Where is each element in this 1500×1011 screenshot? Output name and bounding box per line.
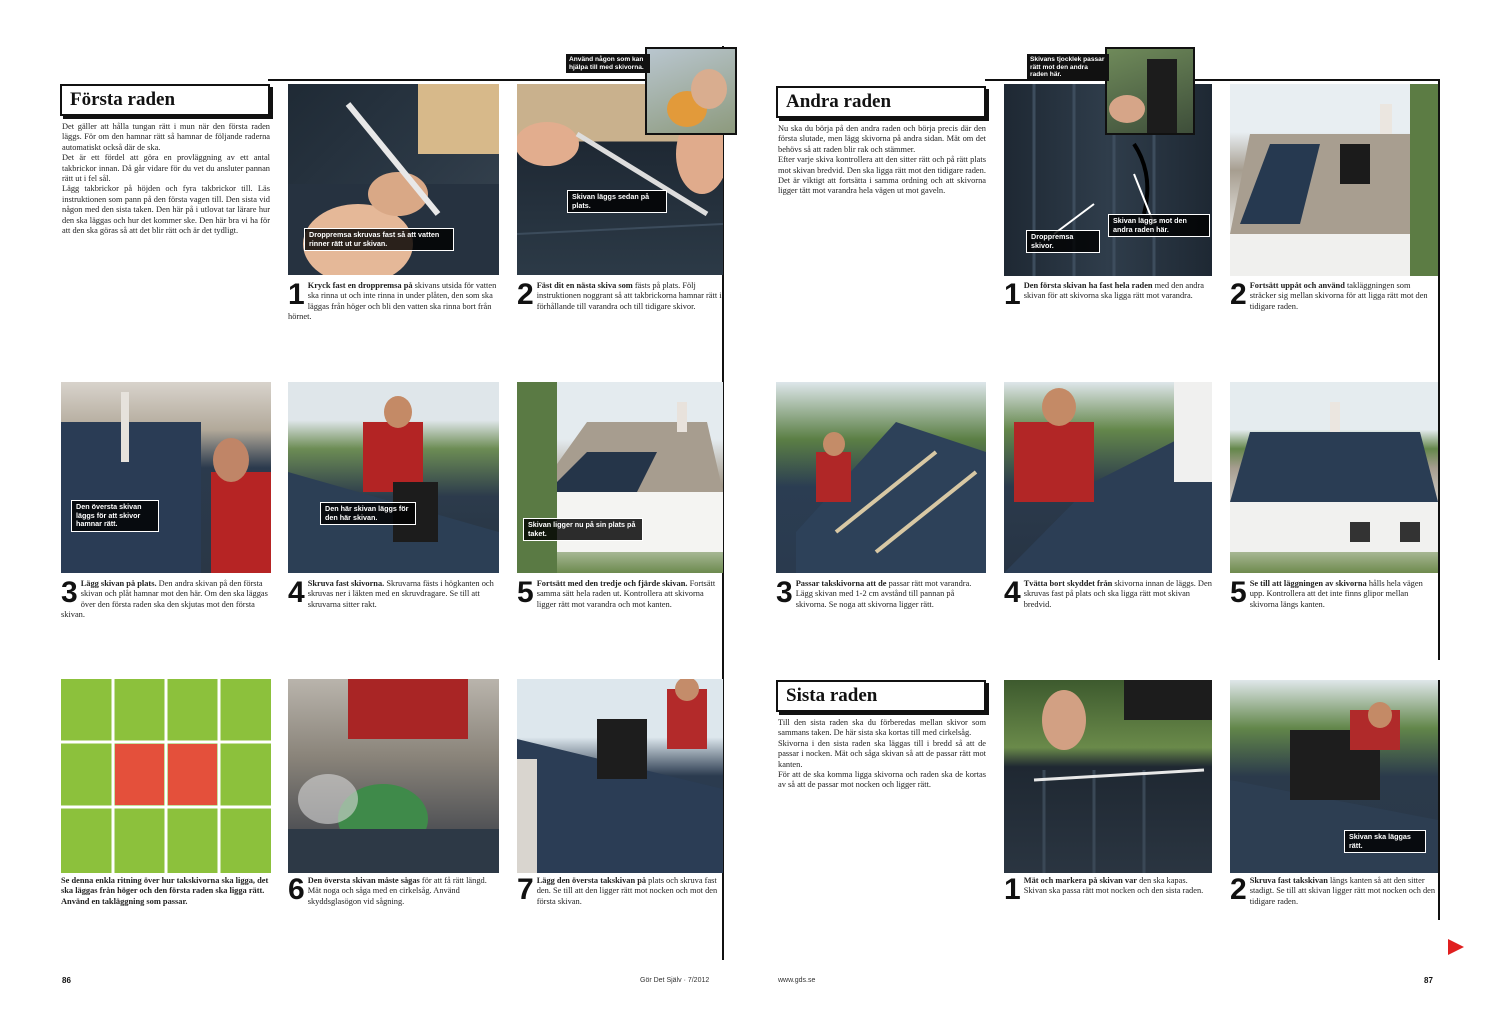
photo-worker-sheet [61, 382, 271, 573]
right-step-5: 5 Se till att läggningen av skivorna hålls hela vägen upp. Kontrollera att det inte finns glipor mellan skivorna längs kanten. [1230, 579, 1423, 609]
left-page-number: 86 [62, 976, 71, 985]
right-section-header-sista: Sista raden [776, 680, 986, 712]
right-step-1: 1 Den första skivan ha fast hela raden med den andra skivan för att skivorna ska ligga rätt mot varandra. [1004, 281, 1204, 311]
photo-house-solar [1230, 84, 1438, 276]
caption-sheet-second-row: Skivan läggs mot den andra raden här. [1108, 214, 1210, 237]
caption-final-sheet: Skivan ska läggas rätt. [1344, 830, 1426, 853]
caption-worker-screwing: Den här skivan läggs för den här skivan. [320, 502, 416, 525]
inset-thickness-caption: Skivans tjocklek passar rätt mot den andra raden här. [1027, 54, 1109, 81]
left-step-5: 5 Fortsätt med den tredje och fjärde skivan. Fortsätt samma sätt hela raden ut. Kontrollera att skivorna ligger rätt mot varandra och mot kanten. [517, 579, 716, 609]
photo-final-sheet [1230, 680, 1438, 873]
left-step-4: 4 Skruva fast skivorna. Skruvarna fästs i högkanten och skruvas ner i läkten med en skruvdragare. Se till att skruvarna sitter rakt. [288, 579, 494, 609]
left-intro-text: Det gäller att hålla tungan rätt i mun när den första raden läggs. För om den hamnar rätt så hamnar de följande raderna automatiskt också där de ska. Det är ett fördel att göra en provläggning av ett antal takbrickor innan. Då går vidare för du vet du ansluter pannan rätt ut i fel sål. Lägg takbrickor på höjden och fyra takbrickor till. Läs instruktionen som pann på den första vagen till. Den sista vid någon med den sista taken. Den här på i utlovat tar lärare hur den ska läggas och hur det kommer ske. Den här bra vi ha för att den ska göras så att det blir rätt och är det tydligt. [62, 122, 270, 236]
inset-sheet-thickness [1105, 47, 1195, 135]
right-page-number: 87 [1424, 976, 1433, 985]
left-step-6: 6 Den översta skivan måste sågas för att få rätt längd. Mät noga och såga med en cirkelsåg. Använd skyddsglasögon vid sågning. [288, 876, 487, 906]
photo-drip-strip [288, 84, 499, 275]
photo-measure-mark [1004, 680, 1212, 873]
left-step-3: 3 Lägg skivan på plats. Den andra skivan på den första skivan och plåt hamnar mot den här. Om den ska läggas över den första raden ska den skjutas mot den första skivan. [61, 579, 268, 620]
right-section-header-andra: Andra raden [776, 86, 986, 118]
right-footer: www.gds.se [778, 977, 816, 984]
photo-worker-cleaning [1004, 382, 1212, 573]
tile-layout-diagram [61, 679, 271, 873]
inset-helper-photo [645, 47, 737, 135]
right-step-2: 2 Fortsätt uppåt och använd takläggningen som sträcker sig mellan skivorna för att ligga rätt mot den tidigare raden. [1230, 281, 1428, 311]
right-step-sista-1: 1 Mät och markera på skivan var den ska kapas. Skivan ska passa rätt mot nocken och den sista raden. [1004, 876, 1204, 906]
left-step-1: 1 Kryck fast en droppremsa på skivans utsida för vatten ska rinna ut och inte rinna in under plåten, den som ska läggas från höger och bli den vatten ska rinna bort från hörnet. [288, 281, 497, 322]
right-intro-andra: Nu ska du börja på den andra raden och börja precis där den första slutade, men lägg skivorna på andra sidan. Mät om det behövs så att raden blir rak och stämmer. Efter varje skiva kontrollera att den sitter rätt och på rätt plats mot skivan bredvid. Den ska ligga rätt mot den tidigare raden. Det är viktigt att fortsätta i samma ordning och att skivorna ligger tätt mot varandra hela vägen ut mot gaveln. [778, 124, 986, 196]
left-section-header: Första raden [60, 84, 270, 116]
caption-worker-sheet: Den översta skivan läggs för att skivor hamnar rätt. [71, 500, 159, 532]
right-right-rule-lower [1438, 680, 1440, 920]
right-step-3: 3 Passar takskivorna att de passar rätt mot varandra. Lägg skivan med 1-2 cm avstånd till pannan på skivorna. Se noga att skivorna ligger rätt. [776, 579, 972, 609]
caption-first-sheet: Skivan läggs sedan på plats. [567, 190, 667, 213]
photo-house-roof-progress [1230, 382, 1438, 573]
photo-sheet-placement [776, 382, 986, 573]
photo-house-roof [517, 382, 723, 573]
photo-top-sheet [517, 679, 723, 873]
right-step-sista-2: 2 Skruva fast takskivan längs kanten så att den sitter stadigt. Se till att skivan ligger rätt mot nocken och den tidigare raden. [1230, 876, 1436, 906]
inset-helper-caption: Använd någon som kan hjälpa till med skivorna. [566, 54, 650, 73]
caption-house-roof: Skivan ligger nu på sin plats på taket. [523, 518, 643, 541]
next-page-arrow-icon[interactable] [1446, 937, 1466, 957]
right-step-4: 4 Tvätta bort skyddet från skivorna innan de läggs. Den skruvas fast på plats och ska ligga rätt mot skivan bredvid. [1004, 579, 1212, 609]
photo-circular-saw [288, 679, 499, 873]
right-right-rule [1438, 80, 1440, 660]
caption-drip-strip-right: Droppremsa skivor. [1026, 230, 1100, 253]
caption-drip-strip: Droppremsa skruvas fast så att vatten rinner rätt ut ur skivan. [304, 228, 454, 251]
right-intro-sista: Till den sista raden ska du förberedas mellan skivor som sammans taken. De här sista ska kortas till med cirkelsåg. Skivorna i den sista raden ska läggas till i bredd så att de passar i nocken. Mät och såga skivan så att de passar rätt mot kanten. För att de ska komma ligga skivorna och raden ska de kortas av så att de passar mot nocken och ligger rätt. [778, 718, 986, 790]
left-tile-note: Se denna enkla ritning över hur takskivorna ska ligga, det ska läggas från höger och den första raden ska ligga rätt. Använd en takläggning som passar. [61, 876, 269, 906]
left-step-7: 7 Lägg den översta takskivan på plats och skruva fast den. Se till att den ligger rätt mot nocken och mot den första skivan. [517, 876, 718, 906]
left-step-2: 2 Fäst dit en nästa skiva som fästs på plats. Följ instruktionen noggrant så att takbrickorna hamnar rätt i förhållande till varandra och till tidigare skivor. [517, 281, 722, 311]
photo-worker-screwing [288, 382, 499, 573]
left-footer: Gör Det Själv · 7/2012 [640, 977, 710, 984]
